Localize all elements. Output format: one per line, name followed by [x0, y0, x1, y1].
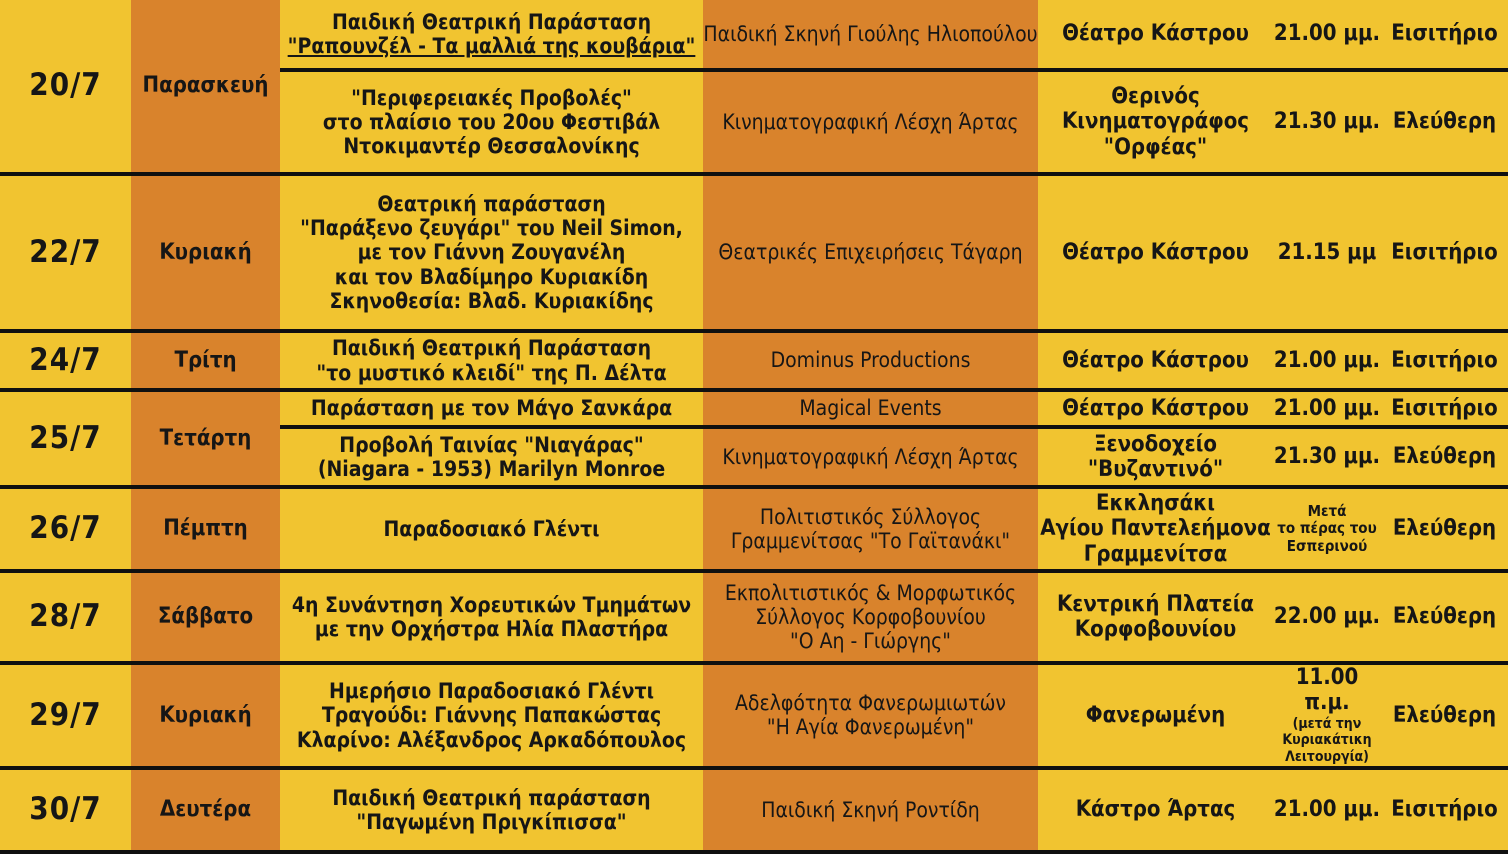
event-title-line: "το μυστικό κλειδί" της Π. Δέλτα [316, 360, 667, 385]
event-organizer [703, 571, 1038, 663]
event-time: 21.30 μμ. [1273, 427, 1381, 487]
event-title-line: Σκηνοθεσία: Βλαδ. Κυριακίδης [329, 288, 654, 313]
event-time: 21.00 μμ. [1273, 390, 1381, 427]
event-title-line: Παραδοσιακό Γλέντι [383, 516, 600, 541]
event-venue [1038, 390, 1273, 427]
event-venue-line: Κορφοβουνίου [1074, 617, 1237, 642]
event-organizer-line: Κινηματογραφική Λέσχη Άρτας [722, 444, 1019, 469]
event-organizer-line: Magical Events [799, 396, 942, 421]
event-date: 28/7 [0, 571, 131, 663]
event-time: 21.00 μμ. [1273, 331, 1381, 390]
event-organizer-line: Θεατρικές Επιχειρήσεις Τάγαρη [718, 240, 1023, 265]
event-title-line: Παιδική Θεατρική Παράσταση [331, 336, 652, 361]
event-time-note: Κυριακάτικη [1282, 732, 1372, 749]
event-time: 21.30 μμ. [1273, 70, 1381, 174]
event-time: 21.00 μμ. [1273, 0, 1381, 70]
event-venue [1038, 768, 1273, 852]
event-weekday: Δευτέρα [131, 768, 280, 852]
event-title-line: Ντοκιμαντέρ Θεσσαλονίκης [343, 134, 640, 159]
event-time-note: (μετά την [1292, 715, 1362, 732]
event-weekday: Κυριακή [131, 174, 280, 331]
event-venue [1038, 70, 1273, 174]
event-title-line: με τον Γιάννη Ζουγανέλη [357, 240, 626, 265]
event-entry: Ελεύθερη [1381, 427, 1508, 487]
event-organizer [703, 768, 1038, 852]
event-venue-line: Θέατρο Κάστρου [1062, 347, 1249, 373]
event-weekday: Τρίτη [131, 331, 280, 390]
event-venue-line: Φανερωμένη [1085, 702, 1226, 728]
event-title [280, 571, 703, 663]
event-title-line: Ημερήσιο Παραδοσιακό Γλέντι [329, 679, 654, 704]
event-title [280, 70, 703, 174]
event-venue-line: Γραμμενίτσα [1083, 541, 1228, 567]
event-venue-line: Εκκλησάκι [1095, 491, 1216, 517]
event-title-line: Προβολή Ταινίας "Νιαγάρας" [339, 432, 644, 457]
event-weekday: Κυριακή [131, 663, 280, 768]
event-venue-line: Θέατρο Κάστρου [1062, 395, 1249, 421]
event-date: 20/7 [0, 0, 131, 174]
event-title-line: "Ραπουνζέλ - Τα μαλλιά της κουβάρια" [287, 34, 696, 58]
event-title-line: "Περιφερειακές Προβολές" [351, 85, 632, 110]
event-venue-line: "Ορφέας" [1103, 134, 1208, 160]
event-date: 24/7 [0, 331, 131, 390]
event-organizer-line: Σύλλογος Κορφοβουνίου [755, 604, 986, 629]
event-title-line: Παιδική Θεατρική παράσταση [332, 785, 651, 810]
event-organizer [703, 663, 1038, 768]
event-organizer [703, 174, 1038, 331]
event-title [280, 331, 703, 390]
event-title-line: και τον Βλαδίμηρο Κυριακίδη [334, 264, 649, 289]
event-title-line: Παιδική Θεατρική Παράσταση [331, 9, 652, 34]
event-date: 30/7 [0, 768, 131, 852]
event-entry: Ελεύθερη [1381, 70, 1508, 174]
event-title-line: "Παγωμένη Πριγκίπισσα" [356, 809, 627, 834]
event-organizer-line: Κινηματογραφική Λέσχη Άρτας [722, 109, 1019, 134]
event-title [280, 174, 703, 331]
event-venue-line: Θέατρο Κάστρου [1062, 21, 1249, 47]
event-entry: Ελεύθερη [1381, 571, 1508, 663]
event-venue-line: Ξενοδοχείο [1094, 431, 1217, 457]
event-venue [1038, 663, 1273, 768]
schedule-row [0, 0, 1508, 70]
event-venue [1038, 571, 1273, 663]
event-entry: Εισιτήριο [1381, 174, 1508, 331]
schedule-row [0, 768, 1508, 852]
event-title [280, 768, 703, 852]
event-title-line: "Παράξενο ζευγάρι" του Neil Simon, [300, 216, 683, 241]
event-time-note: Λειτουργία) [1285, 749, 1369, 766]
event-venue-line: Θέατρο Κάστρου [1062, 239, 1249, 265]
schedule-row [0, 331, 1508, 390]
event-time-main: 11.00 π.μ. [1295, 665, 1359, 716]
event-time [1273, 487, 1381, 571]
event-time: 22.00 μμ. [1273, 571, 1381, 663]
event-title-line: Τραγούδι: Γιάννης Παπακώστας [321, 703, 662, 728]
schedule-row [0, 390, 1508, 427]
event-title [280, 390, 703, 427]
event-venue [1038, 487, 1273, 571]
event-time: 21.15 μμ [1273, 174, 1381, 331]
event-title-line: Θεατρική παράσταση [377, 192, 606, 217]
event-organizer-line: "Ο Αη - Γιώργης" [790, 629, 951, 654]
schedule-row [0, 571, 1508, 663]
event-venue-line: Κινηματογράφος [1061, 109, 1250, 135]
event-weekday: Τετάρτη [131, 390, 280, 487]
event-venue [1038, 427, 1273, 487]
event-venue [1038, 331, 1273, 390]
event-venue-line: Κεντρική Πλατεία [1056, 591, 1255, 617]
event-time-line: Εσπερινού [1286, 536, 1368, 555]
event-organizer [703, 70, 1038, 174]
event-title-line: (Niagara - 1953) Marilyn Monroe [317, 457, 666, 481]
event-venue-line: Θερινός [1111, 84, 1200, 110]
event-title [280, 487, 703, 571]
schedule-row [0, 663, 1508, 768]
event-date: 22/7 [0, 174, 131, 331]
event-entry: Εισιτήριο [1381, 0, 1508, 70]
event-organizer-line: Παιδική Σκηνή Ροντίδη [761, 797, 980, 822]
event-organizer-line: "Η Αγία Φανερωμένη" [766, 715, 975, 740]
event-organizer [703, 390, 1038, 427]
event-organizer-line: Πολιτιστικός Σύλλογος [759, 504, 982, 529]
event-venue-line: Αγίου Παντελεήμονα [1040, 516, 1271, 542]
event-organizer [703, 0, 1038, 70]
event-title-line: στο πλαίσιο του 20ου Φεστιβάλ [322, 109, 661, 134]
event-weekday: Παρασκευή [131, 0, 280, 174]
event-entry: Εισιτήριο [1381, 331, 1508, 390]
event-venue [1038, 0, 1273, 70]
event-title [280, 427, 703, 487]
event-date: 25/7 [0, 390, 131, 487]
schedule-row [0, 487, 1508, 571]
event-time [1273, 663, 1381, 768]
event-entry: Ελεύθερη [1381, 487, 1508, 571]
event-organizer [703, 487, 1038, 571]
event-venue [1038, 174, 1273, 331]
event-weekday: Σάββατο [131, 571, 280, 663]
event-organizer [703, 331, 1038, 390]
event-date: 29/7 [0, 663, 131, 768]
event-organizer [703, 427, 1038, 487]
event-organizer-line: Dominus Productions [770, 348, 971, 373]
event-organizer-line: Εκπολιτιστικός & Μορφωτικός [724, 580, 1017, 605]
event-title-line: με την Ορχήστρα Ηλία Πλαστήρα [314, 617, 669, 641]
event-weekday: Πέμπτη [131, 487, 280, 571]
event-entry: Εισιτήριο [1381, 390, 1508, 427]
event-entry: Ελεύθερη [1381, 663, 1508, 768]
event-organizer-line: Γραμμενίτσας "Το Γαϊτανάκι" [730, 529, 1011, 553]
event-time-line: το πέρας του [1277, 519, 1377, 538]
event-organizer-line: Παιδική Σκηνή Γιούλης Ηλιοπούλου [703, 21, 1038, 46]
event-title [280, 663, 703, 768]
event-title-line: Παράσταση με τον Μάγο Σανκάρα [310, 396, 673, 421]
event-title [280, 0, 703, 70]
event-entry: Εισιτήριο [1381, 768, 1508, 852]
event-time-line: Μετά [1307, 502, 1347, 521]
event-venue-line: Κάστρο Άρτας [1075, 797, 1236, 823]
event-date: 26/7 [0, 487, 131, 571]
event-title-line: 4η Συνάντηση Χορευτικών Τμημάτων [291, 592, 692, 617]
schedule-row [0, 174, 1508, 331]
event-time: 21.00 μμ. [1273, 768, 1381, 852]
event-venue-line: "Βυζαντινό" [1087, 457, 1224, 482]
event-title-line: Κλαρίνο: Αλέξανδρος Αρκαδόπουλος [296, 727, 687, 752]
event-organizer-line: Αδελφότητα Φανερωμιωτών [735, 691, 1006, 716]
